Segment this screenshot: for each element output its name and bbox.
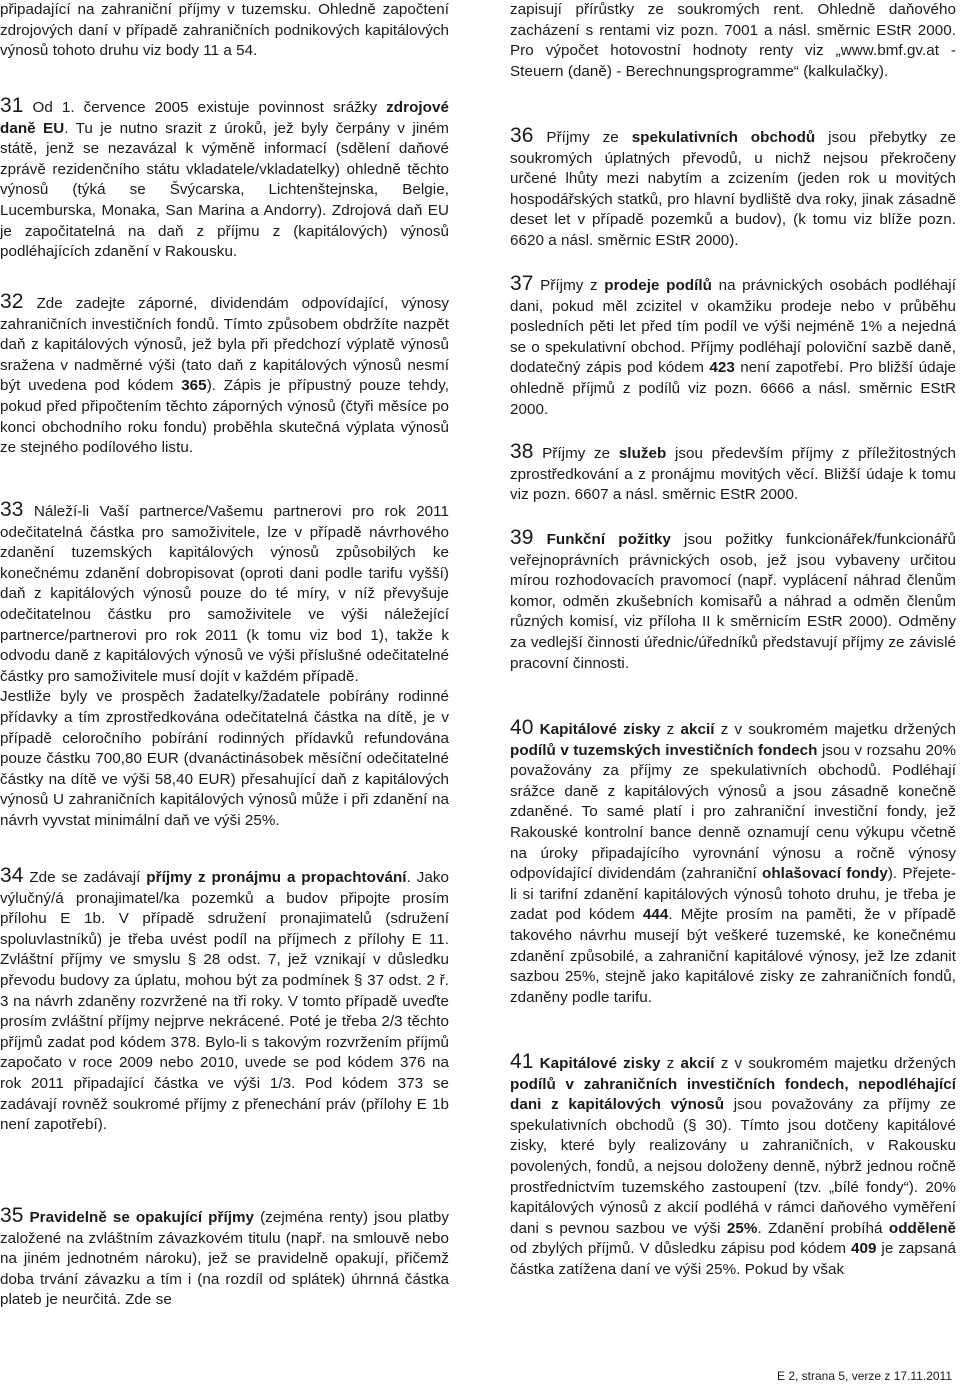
- paragraph: 41 Kapitálové zisky z akcií z v soukromém majetku držených podílů v zahraničních investičních fondech, nepodléhající dani z kapitálových výnosů jsou považovány za příjmy ze spekulativních obchodů (§ 30). Tímto jsou dotčeny kapitálové zisky, které byly realizovány u zahraničních, v Rakousku povolených, fondů, a nejsou doloženy denně, nýbrž jednou ročně prostřednictvím tuzemského zastoupení (tzv. „bílé fondy“). 20% kapitálových výnosů z akcií podléhá v rámci daňového vyměření dani s pevnou sazbou ve výši 25%. Zdanění probíhá odděleně od zbylých příjmů. V důsledku zápisu pod kódem 409 je zapsaná částka zatížena daní ve výši 25%. Pokud by však: [510, 1050, 957, 1278]
- section-39: [510, 528, 956, 674]
- bold-term: akcií: [680, 721, 715, 738]
- bold-term: služeb: [618, 445, 667, 462]
- bold-term: Kapitálové zisky: [539, 721, 661, 738]
- section-35: [0, 1206, 449, 1311]
- paragraph: 35 Pravidelně se opakující příjmy (zejména renty) jsou platby založené na zvláštním závazkovém titulu (např. na smlouvě nebo na jiném jednotném nároku), jež se pravidelně opakují, přičemž doba trvání závazku a tím i (na rozdíl od splátek) úhrnná částka plateb je neurčitá. Zde se: [0, 1204, 450, 1309]
- paragraph: Jestliže byly ve prospěch žadatelky/žadatele pobírány rodinné přídavky a tím zprostředkována odečitatelná částka na dítě, je v případě celoročního pobírání rodinných přídavků refundována pouze částku 700,80 EUR (dvanáctinásobek měsíční odečitatelné částky na dítě ve výši 58,40 EUR) přesahující daň z kapitálových výnosů U zahraničních kapitálových výnosů může i při zdanění na návrh vyvstat minimální daň ve výši 25%.: [0, 688, 449, 829]
- paragraph: 33 Náleží-li Vaší partnerce/Vašemu partnerovi pro rok 2011 odečitatelná částka pro samoživitele, lze v případě návrhového zdanění tuzemských kapitálových výnosů způsobilých ke konečnému zdanění dobropisovat (oproti dani podle tarifu vyšší) daň z kapitálových výnosů pouze do té míry, v níž převyšuje odečitatelnou částku pro samoživitele ve výši náležející partnerce/partnerovi pro rok 2011 (k tomu viz bod 1), takže k odvodu daně z kapitálových výnosů ve výši příslušné odečitatelné částky pro samoživitele musí dojít v každém případě.: [0, 498, 449, 685]
- section-38: [510, 442, 956, 506]
- section-33: [0, 500, 449, 832]
- bold-term: odděleně: [888, 1219, 956, 1237]
- paragraph: 34 Zde se zadávají příjmy z pronájmu a propachtování. Jako výlučný/á pronajimatel/ka pozemků a budov připojte prosím přílohu E 1b. V případě sdružení pronajimatelů (sdružení spoluvlastníků) je třeba uvést podíl na příjmech z přílohy E 11. Zvláštní příjmy ve smyslu § 28 odst. 7, jež vznikají v důsledku převodu budovy za úplatu, mohou být za podmínek § 37 odst. 2 ř. 3 na návrh zdaněny rozvržené na tři roky. V tomto případě uveďte prosím zvláštní příjmy nejprve nekrácené. Poté je třeba 2/3 těchto příjmů zadat pod kódem 378. Bylo-li s takovým rozvržením příjmů započato v roce 2009 nebo 2010, uvede se pod kódem 376 na rok 2011 připadající částka ve výši 1/3. Pod kódem 373 se zadávají rovněž soukromé příjmy z přenechání práv (přílohy E 1b není zapotřebí).: [0, 864, 449, 1134]
- section-continuation: [510, 0, 956, 82]
- section-number: 32: [0, 290, 24, 313]
- section-number: 31: [0, 94, 24, 117]
- paragraph: 40 Kapitálové zisky z akcií z v soukromém majetku držených podílů v tuzemských investičních fondech jsou v rozsahu 20% považovány za příjmy ze spekulativních obchodů. Podléhají srážce daně z kapitálových výnosů a jsou zásadně konečně zdaněné. To samé platí i pro zahraniční investiční fondy, jež Rakouské kontrolní bance denně oznamují cenu výkupu včetně na úroky připadajícího vyrovnání výnosu a ročně výnosy odpovídající dividendám (zahraniční ohlašovací fondy). Přejete-li si tarifní zdanění kapitálových výnosů tohoto druhu, je třeba je zadat pod kódem 444. Mějte prosím na paměti, že v případě takového návrhu musejí být veškeré tuzemské, ke konečnému zdanění způsobilé, a zahraniční kapitálové výnosy, jež lze zdanit sazbou 25%, stejně jako kapitálové zisky ze zahraničních fondů, zdaněny podle tarifu.: [510, 716, 957, 1006]
- bold-term: ohlašovací fondy: [762, 865, 888, 883]
- bold-term: akcií: [680, 1055, 715, 1072]
- paragraph: 32 Zde zadejte záporné, dividendám odpovídající, výnosy zahraničních investičních fondů. Tímto způsobem obdržíte nazpět daň z kapitálových výnosů, jež byla při předchozí výplatě výnosů sražena v nadměrné výši (tato daň z kapitálových výnosů nesmí být uvedena pod kódem 365). Zápis je přípustný pouze tehdy, pokud před připočtením těchto záporných výnosů (čtyři měsíce po konci obchodního roku fondu) proběhla skutečná výplata výnosů ze stejného podílového listu.: [0, 290, 449, 457]
- page-footer: E 2, strana 5, verze z 17.11.2011: [777, 1369, 952, 1383]
- bold-term: příjmy z pronájmu a propachtování: [146, 869, 407, 886]
- bold-term: prodeje podílů: [604, 277, 712, 294]
- bold-term: spekulativních obchodů: [631, 129, 816, 146]
- section-number: 36: [510, 124, 534, 147]
- section-number: 34: [0, 864, 24, 887]
- bold-term: 365: [181, 377, 207, 395]
- paragraph: 38 Příjmy ze služeb jsou především příjmy z příležitostných zprostředkování a z pronájmu movitých věcí. Bližší údaje k tomu viz pozn. 6607 a násl. směrnic EStR 2000.: [510, 440, 956, 504]
- paragraph: 31 Od 1. července 2005 existuje povinnost srážky zdrojové daně EU. Tu je nutno srazit z úroků, jež byly čerpány v jiném státě, jenž se nezavázal k výměně informací (sdělení daňové zprávě rezidenčního státu vkladatele/vkladatelky) ohledně těchto výnosů (týká se Švýcarska, Lichtenštejnska, Belgie, Lucemburska, Monaka, San Marina a Andorry). Zdrojová daň EU je započitatelná na daň z příjmu z (kapitálových) výnosů podléhajících zdanění v Rakousku.: [0, 94, 449, 261]
- section-number: 37: [510, 272, 534, 295]
- section-34: [0, 866, 449, 1136]
- section-40: [510, 718, 956, 1008]
- section-continuation: [0, 0, 449, 62]
- section-36: [510, 126, 956, 252]
- bold-term: 25%: [726, 1219, 758, 1237]
- bold-term: Pravidelně se opakující příjmy: [29, 1209, 255, 1226]
- section-41: [510, 1052, 956, 1281]
- bold-term: podílů v tuzemských investičních fondech: [510, 741, 818, 759]
- section-number: 35: [0, 1204, 24, 1227]
- paragraph: 39 Funkční požitky jsou požitky funkcionářek/funkcionářů veřejnoprávních právnických osob, jež jsou vybaveny určitou mírou rozhodovacích pravomocí (např. vyplácení náhrad členům komor, odměn zkušebních komisařů a náhrad a odměn členům různých komisí, viz příloha II k směrnicím EStR 2000). Odměny za vedlejší činnosti úřednic/úředníků představují příjmy ze závislé pracovní činnosti.: [510, 526, 956, 672]
- paragraph: zapisují přírůstky ze soukromých rent. Ohledně daňového zacházení s rentami viz pozn. 7001 a násl. směrnic EStR 2000. Pro výpočet hotovostní hodnoty renty viz „www.bmf.gv.at - Steuern (daně) - Berechnungsprogramme“ (kalkulačky).: [510, 1, 956, 80]
- section-31: [0, 96, 449, 263]
- section-number: 39: [510, 526, 534, 549]
- section-number: 41: [510, 1050, 534, 1073]
- bold-term: zdrojové daně EU: [0, 99, 449, 137]
- section-number: 40: [510, 716, 534, 739]
- bold-term: 409: [850, 1240, 877, 1258]
- paragraph: 37 Příjmy z prodeje podílů na právnických osobách podléhají dani, pokud měl zcizitel v okamžiku prodeje nebo v průběhu posledních pěti let před tím podíl ve výši nejméně 1% a nejedná se o spekulativní obchod. Příjmy podléhají poloviční sazbě daně, dodatečný zápis pod kódem 423 není zapotřebí. Pro bližší údaje ohledně příjmů z podílů viz pozn. 6666 a násl. směrnic EStR 2000.: [510, 272, 957, 418]
- paragraph: 36 Příjmy ze spekulativních obchodů jsou přebytky ze soukromých úplatných převodů, u nichž nejsou překročeny určené lhůty mezi nabytím a zcizením (jeden rok u movitých hospodářských statků, pro hlavní bydliště dva roky, jinak zásadně deset let v případě pozemků a budov), (k tomu viz blíže pozn. 6620 a násl. směrnic EStR 2000).: [510, 124, 956, 249]
- bold-term: 444: [642, 906, 669, 924]
- section-37: [510, 274, 956, 420]
- bold-term: 423: [709, 359, 735, 377]
- section-number: 38: [510, 440, 534, 463]
- section-32: [0, 292, 449, 459]
- section-number: 33: [0, 498, 24, 521]
- bold-term: podílů v zahraničních investičních fondech, nepodléhající dani z kapitálových výnosů: [510, 1075, 956, 1114]
- bold-term: Kapitálové zisky: [539, 1055, 661, 1072]
- bold-term: Funkční požitky: [546, 531, 671, 548]
- paragraph: připadající na zahraniční příjmy v tuzemsku. Ohledně započtení zdrojových daní v případě zahraničních podnikových kapitálových výnosů tohoto druhu viz body 11 a 54.: [0, 1, 449, 60]
